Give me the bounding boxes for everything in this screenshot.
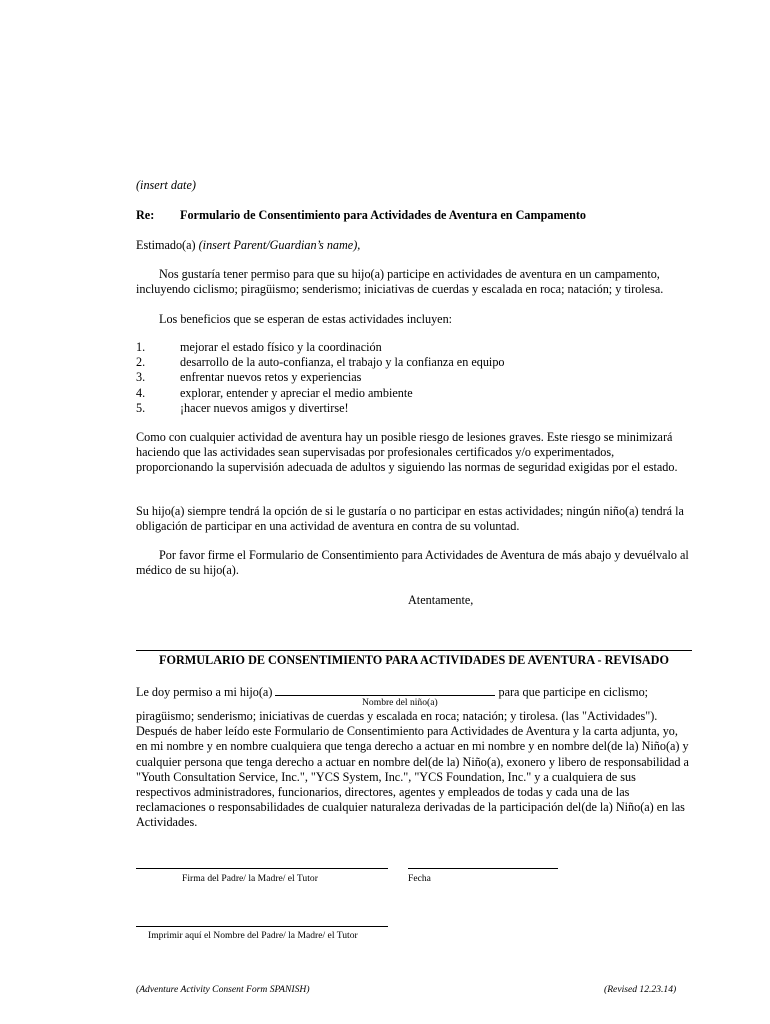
risk-paragraph: Como con cualquier actividad de aventura hay un posible riesgo de lesiones graves. Este riesgo se minimizará haciendo que las actividades sean supervisadas por profesionales certificados y/o experimentados, proporcionando la supervisión adecuada de adultos y siguiendo las normas de seguridad exigidas por el estado. xyxy=(136,430,678,475)
sign-request-paragraph: Por favor firme el Formulario de Consentimiento para Actividades de Aventura de más abajo y devuélvalo al médico de su hijo(a). xyxy=(136,548,689,578)
option-paragraph: Su hijo(a) siempre tendrá la opción de si le gustaría o no participar en estas actividades; ningún niño(a) tendrá la obligación de participar en una actividad de aventura en contra de su voluntad. xyxy=(136,504,684,534)
date-placeholder: (insert date) xyxy=(136,178,196,192)
closing: Atentamente, xyxy=(408,593,474,607)
list-item: 4. explorar, entender y apreciar el medio ambiente xyxy=(136,385,413,400)
date-caption: Fecha xyxy=(408,873,431,884)
list-item: 5. ¡hacer nuevos amigos y divertirse! xyxy=(136,400,349,415)
benefits-intro: Los beneficios que se esperan de estas actividades incluyen: xyxy=(159,312,453,326)
form-title: FORMULARIO DE CONSENTIMIENTO PARA ACTIVIDADES DE AVENTURA - REVISADO xyxy=(159,653,669,667)
benefits-list xyxy=(136,340,505,416)
signature-caption: Firma del Padre/ la Madre/ el Tutor xyxy=(182,873,318,884)
section-divider xyxy=(136,650,692,651)
list-item: 1. mejorar el estado físico y la coordinación xyxy=(136,340,382,354)
child-name-field[interactable] xyxy=(275,683,495,696)
document-page xyxy=(136,0,692,1024)
permission-suffix: para que participe en ciclismo; xyxy=(498,685,649,699)
print-name-caption: Imprimir aquí el Nombre del Padre/ la Madre/ el Tutor xyxy=(148,930,358,941)
signature-date-field[interactable] xyxy=(408,868,558,869)
re-label: Re: xyxy=(136,208,155,222)
greeting-placeholder: (insert Parent/Guardian’s name), xyxy=(198,238,361,252)
release-paragraph: piragüismo; senderismo; iniciativas de cuerdas y escalada en roca; natación; y tirolesa. (las "Actividades"). Después de haber leído este Formulario de Consentimiento para Actividades de Aventura y la carta adjunta, yo, en mi nombre y en nombre cualquiera que tenga derecho a actuar en mi nombre y en nombre del(de la) Niño(a) y cualquier persona que tenga derecho a actuar en nombre del(de la) Niño(a), exonero y libero de responsabilidad a "Youth Consultation Service, Inc.", "YCS System, Inc.", "YCS Foundation, Inc." y a cualquiera de sus respectivos administradores, funcionarios, directores, agentes y empleados de todas y cada una de las reclamaciones o responsabilidades de cualquier naturaleza derivadas de la participación del(de la) Niño(a) en las Actividades. xyxy=(136,709,689,830)
permission-prefix: Le doy permiso a mi hijo(a) xyxy=(136,685,273,699)
footer-form-name: (Adventure Activity Consent Form SPANISH) xyxy=(136,984,310,995)
child-name-caption: Nombre del niño(a) xyxy=(362,697,438,708)
parent-signature-field[interactable] xyxy=(136,868,388,869)
print-name-field[interactable] xyxy=(136,926,388,927)
footer-revision: (Revised 12.23.14) xyxy=(604,984,677,995)
re-subject: Formulario de Consentimiento para Actividades de Aventura en Campamento xyxy=(180,208,587,222)
list-item: 2. desarrollo de la auto-confianza, el trabajo y la confianza en equipo xyxy=(136,355,505,370)
greeting-prefix: Estimado(a) xyxy=(136,238,196,252)
re-line xyxy=(136,208,586,223)
greeting xyxy=(136,238,360,253)
intro-paragraph: Nos gustaría tener permiso para que su hijo(a) participe en actividades de aventura en un campamento, incluyendo ciclismo; piragüismo; senderismo; iniciativas de cuerdas y escalada en roca; natación; y tirolesa. xyxy=(136,267,664,297)
list-item: 3. enfrentar nuevos retos y experiencias xyxy=(136,370,362,385)
